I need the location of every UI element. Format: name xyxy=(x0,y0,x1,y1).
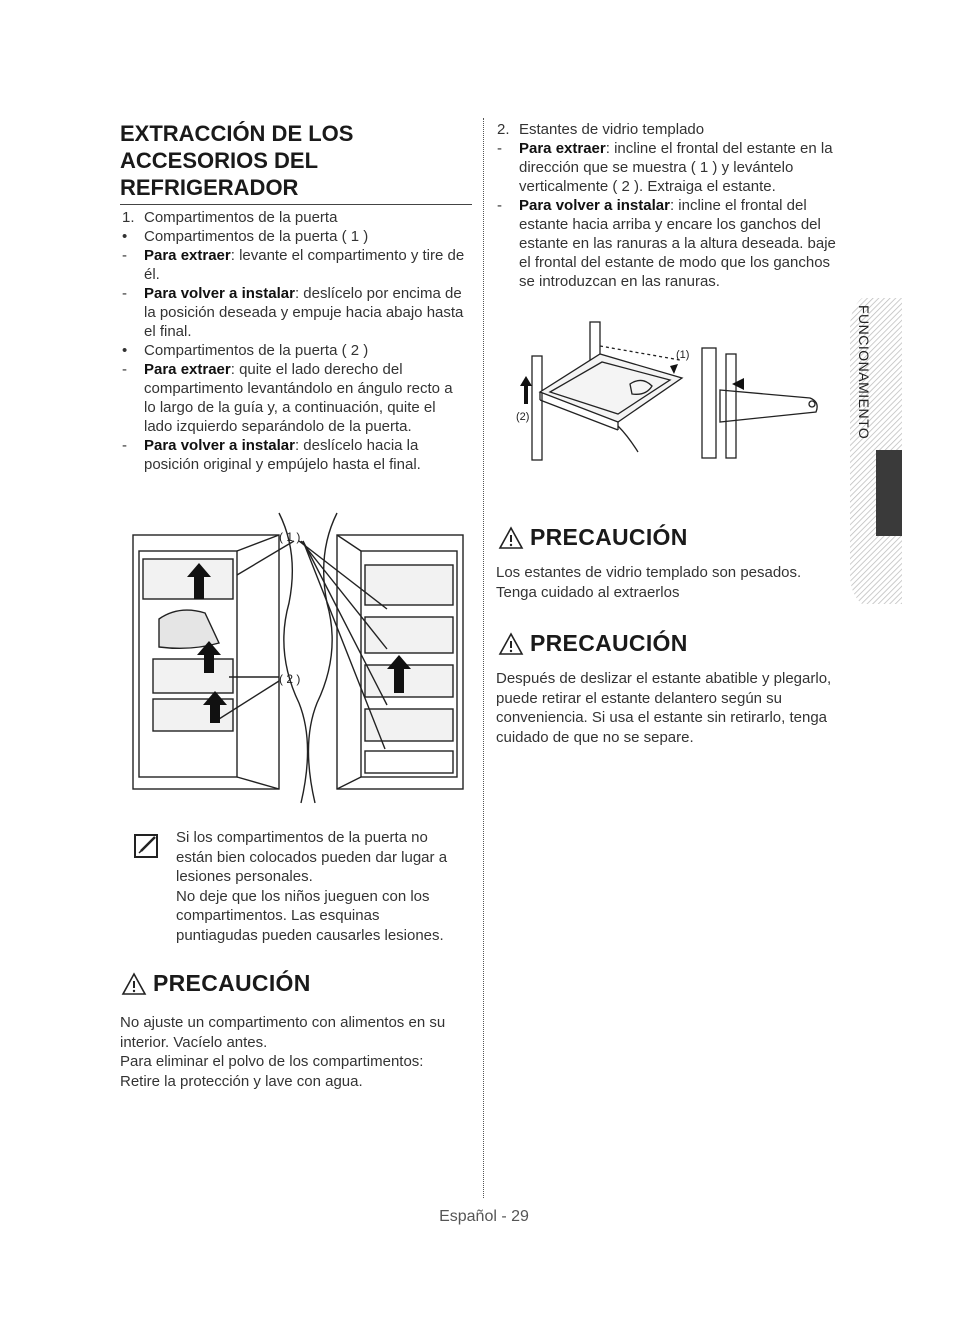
list-marker: - xyxy=(122,285,127,302)
door-compartments-instructions xyxy=(120,208,465,474)
note-icon xyxy=(133,833,163,861)
caution-left-line-3: Retire la protección y lave con agua. xyxy=(120,1072,363,1090)
list-item-text: Compartimentos de la puerta ( 2 ) xyxy=(144,342,369,359)
warning-icon xyxy=(498,526,524,550)
list-item-text: : incline el frontal del estante hacia arriba y encare los ganchos del estante en las ranuras a la altura deseada. baje el frontal del estante de modo que los ganchos se introduzcan en las ranuras. xyxy=(519,197,836,290)
right-item xyxy=(495,139,847,196)
section-title xyxy=(120,120,472,205)
caution-left-line-1: No ajuste un compartimento con alimentos en su interior. Vacíelo antes. xyxy=(120,1014,446,1051)
refrigerator-door-figure xyxy=(128,508,470,810)
warning-icon xyxy=(498,632,524,656)
shelf-figure-label-2: (2) xyxy=(516,411,530,423)
left-item xyxy=(120,227,465,246)
list-marker: - xyxy=(122,247,127,264)
note-paragraph-2: No deje que los niños jueguen con los compartimentos. Las esquinas puntiagudas pueden causarles lesiones. xyxy=(176,887,444,944)
list-item-bold: Para extraer xyxy=(519,140,606,157)
right-item xyxy=(495,196,847,291)
figure-label-2: ( 2 ) xyxy=(279,672,301,686)
list-item-text: : deslícelo hacia la posición original y empújelo hasta el final. xyxy=(144,437,421,473)
left-item xyxy=(120,208,465,227)
list-marker: 2. xyxy=(497,121,510,138)
list-item-text: Compartimentos de la puerta xyxy=(144,209,338,226)
column-divider xyxy=(483,118,484,1198)
caution-right-2-body: Después de deslizar el estante abatible y plegarlo, puede retirar el estante delantero según su conveniencia. Si usa el estante sin retirarlo, tenga cuidado de que no se separe. xyxy=(496,670,832,746)
glass-shelf-figure xyxy=(510,318,835,463)
caution-right-2-heading: PRECAUCIÓN xyxy=(530,630,688,656)
note-text xyxy=(176,828,464,945)
note-paragraph-1: Si los compartimentos de la puerta no están bien colocados pueden dar lugar a lesiones personales. xyxy=(176,829,448,885)
title-line-2: ACCESORIOS DEL xyxy=(120,148,319,173)
page-footer: Español - 29 xyxy=(439,1208,529,1225)
list-item-text: Estantes de vidrio templado xyxy=(519,121,705,138)
caution-left-heading: PRECAUCIÓN xyxy=(153,970,311,996)
list-item-text: : incline el frontal del estante en la dirección que se muestra ( 1 ) y levántelo verticalmente ( 2 ). Extraiga el estante. xyxy=(519,140,833,195)
list-item-bold: Para volver a instalar xyxy=(144,285,295,302)
list-item-text: : deslícelo por encima de la posición deseada y empuje hacia abajo hasta el final. xyxy=(144,285,464,340)
title-line-1: EXTRACCIÓN DE LOS xyxy=(120,121,354,146)
figure-label-1: ( 1 ) xyxy=(279,530,301,544)
shelf-figure-label-1: (1) xyxy=(676,349,690,361)
list-marker: - xyxy=(497,197,502,214)
glass-shelves-instructions xyxy=(495,120,847,291)
caution-title-right-2 xyxy=(498,630,688,657)
list-marker: 1. xyxy=(122,209,135,226)
caution-right-1-body: Los estantes de vidrio templado son pesados. Tenga cuidado al extraerlos xyxy=(496,564,802,601)
list-item-bold: Para volver a instalar xyxy=(519,197,670,214)
title-line-3: REFRIGERADOR xyxy=(120,175,299,200)
caution-right-1-heading: PRECAUCIÓN xyxy=(530,524,688,550)
list-marker: - xyxy=(122,361,127,378)
side-tab-label: FUNCIONAMIENTO xyxy=(856,305,872,440)
caution-left-line-2: Para eliminar el polvo de los compartimentos: xyxy=(120,1053,424,1070)
caution-left-body xyxy=(120,1013,468,1091)
warning-icon xyxy=(121,972,147,996)
left-item xyxy=(120,341,465,360)
list-marker: - xyxy=(497,140,502,157)
list-item-text: : quite el lado derecho del compartimento levantándolo en ángulo recto a lo largo de la guía y, a continuación, quite el lado izquierdo separándolo de la puerta. xyxy=(144,361,453,435)
list-marker: • xyxy=(122,228,128,245)
left-item xyxy=(120,284,465,341)
list-item-text: Compartimentos de la puerta ( 1 ) xyxy=(144,228,369,245)
list-marker: • xyxy=(122,342,128,359)
caution-title-left xyxy=(121,970,311,997)
left-item xyxy=(120,246,465,284)
list-item-bold: Para extraer xyxy=(144,361,231,378)
right-item xyxy=(495,120,847,139)
list-item-text: : levante el compartimento y tire de él. xyxy=(144,247,465,283)
left-item xyxy=(120,436,465,474)
caution-title-right-1 xyxy=(498,524,688,551)
list-marker: - xyxy=(122,437,127,454)
list-item-bold: Para volver a instalar xyxy=(144,437,295,454)
list-item-bold: Para extraer xyxy=(144,247,231,264)
left-item xyxy=(120,360,465,436)
